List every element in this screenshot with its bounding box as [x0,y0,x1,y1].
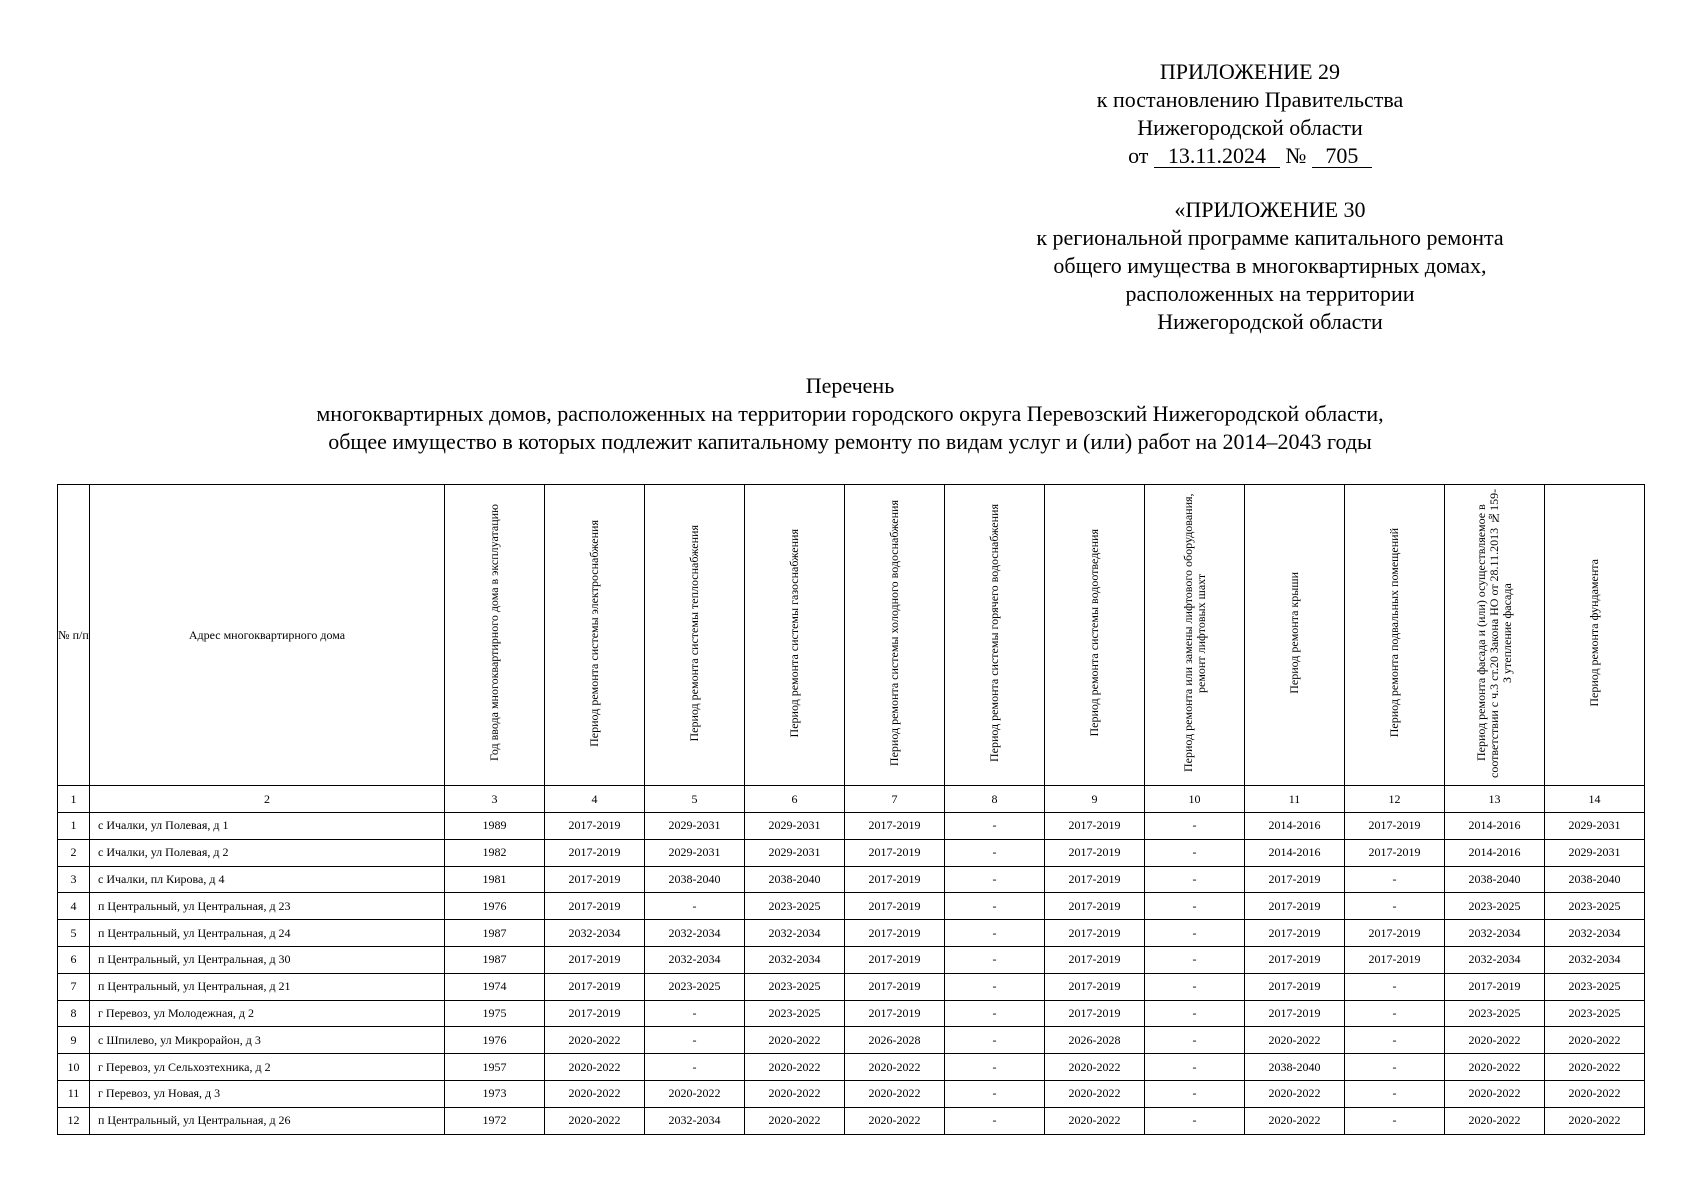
appendix-30-title: «ПРИЛОЖЕНИЕ 30 [1174,197,1366,222]
column-header-label: Год ввода многоквартирного дома в эксплуатацию [487,504,501,762]
period-cell: 2038-2040 [645,866,745,893]
period-cell: 2020-2022 [545,1107,645,1134]
period-cell: - [1345,1080,1445,1107]
period-cell: 1973 [445,1080,545,1107]
appendix-30-line2: общего имущества в многоквартирных домах, [1053,253,1487,278]
row-number-cell: 3 [58,866,90,893]
period-cell: - [945,813,1045,840]
address-cell: с Ичалки, ул Полевая, д 2 [90,839,445,866]
column-header-label: Период ремонта крыши [1287,572,1301,694]
period-cell: - [1145,1000,1245,1027]
period-cell: 2032-2034 [1445,946,1545,973]
address-cell: п Центральный, ул Центральная, д 26 [90,1107,445,1134]
column-number: 1 [58,786,90,813]
column-number: 14 [1545,786,1645,813]
period-cell: - [945,1054,1045,1081]
table-row [58,1054,1645,1081]
period-cell: 2032-2034 [745,946,845,973]
row-number-cell: 4 [58,893,90,920]
period-cell: 2017-2019 [1245,946,1345,973]
column-header-6 [745,485,845,786]
period-cell: 2023-2025 [1545,1000,1645,1027]
appendix-30-line3: расположенных на территории [1125,281,1415,306]
period-cell: 2017-2019 [545,813,645,840]
period-cell: - [945,973,1045,1000]
period-cell: 2014-2016 [1445,839,1545,866]
period-cell: 2017-2019 [545,893,645,920]
period-cell: 2032-2034 [645,946,745,973]
table-row [58,893,1645,920]
period-cell: 2023-2025 [1545,893,1645,920]
period-cell: 2026-2028 [845,1027,945,1054]
period-cell: - [945,893,1045,920]
period-cell: - [945,1000,1045,1027]
period-cell: 2026-2028 [1045,1027,1145,1054]
period-cell: - [1145,920,1245,947]
resolution-number: 705 [1312,145,1372,168]
column-number: 6 [745,786,845,813]
column-number: 13 [1445,786,1545,813]
period-cell: 2020-2022 [1245,1027,1345,1054]
period-cell: 2020-2022 [845,1054,945,1081]
column-number: 7 [845,786,945,813]
period-cell: 1957 [445,1054,545,1081]
period-cell: 2020-2022 [845,1107,945,1134]
appendix-29-line2: Нижегородской области [1137,115,1363,140]
column-header-8 [945,485,1045,786]
address-cell: п Центральный, ул Центральная, д 24 [90,920,445,947]
period-cell: 2017-2019 [545,839,645,866]
period-cell: 1975 [445,1000,545,1027]
period-cell: 2023-2025 [645,973,745,1000]
column-number: 2 [90,786,445,813]
column-header-label: Период ремонта системы холодного водоснабжения [887,499,901,767]
appendix-29-line1: к постановлению Правительства [1096,87,1404,112]
address-cell: г Перевоз, ул Молодежная, д 2 [90,1000,445,1027]
period-cell: 2020-2022 [1045,1080,1145,1107]
column-header-label: Период ремонта системы газоснабжения [787,528,801,738]
period-cell: 2020-2022 [545,1027,645,1054]
address-cell: с Ичалки, ул Полевая, д 1 [90,813,445,840]
period-cell: 2020-2022 [1445,1080,1545,1107]
column-header-label: Период ремонта системы горячего водоснабжения [987,503,1001,762]
column-header-3 [445,485,545,786]
list-title-line2: общее имущество в которых подлежит капитальному ремонту по видам услуг и (или) работ на 2014–2043 годы [328,429,1372,454]
period-cell: 2020-2022 [1545,1054,1645,1081]
period-cell: - [645,1027,745,1054]
appendix-30-line4: Нижегородской области [1157,309,1383,334]
address-cell: г Перевоз, ул Сельхозтехника, д 2 [90,1054,445,1081]
period-cell: 2017-2019 [545,1000,645,1027]
appendix-29-title: ПРИЛОЖЕНИЕ 29 [1159,59,1341,84]
appendix-30-block [1000,196,1540,336]
period-cell: 2017-2019 [1245,893,1345,920]
period-cell: 2017-2019 [545,946,645,973]
period-cell: 2020-2022 [1545,1027,1645,1054]
column-header-5 [645,485,745,786]
period-cell: 2023-2025 [1445,893,1545,920]
period-cell: 1976 [445,893,545,920]
period-cell: 2017-2019 [1245,866,1345,893]
period-cell: 2014-2016 [1245,839,1345,866]
column-number: 8 [945,786,1045,813]
column-header-1 [58,485,90,786]
period-cell: 2017-2019 [1345,839,1445,866]
period-cell: - [945,1080,1045,1107]
period-cell: 2020-2022 [1545,1107,1645,1134]
period-cell: 2020-2022 [1245,1080,1345,1107]
period-cell: - [1345,1107,1445,1134]
table-row [58,1080,1645,1107]
column-header-label: Период ремонта системы водоотведения [1087,529,1101,737]
period-cell: 2017-2019 [1345,813,1445,840]
table-body [58,786,1645,1135]
period-cell: 2032-2034 [645,1107,745,1134]
period-cell: - [945,946,1045,973]
period-cell: 2020-2022 [1445,1027,1545,1054]
period-cell: 2017-2019 [1045,813,1145,840]
table-row [58,1027,1645,1054]
appendix-30-line1: к региональной программе капитального ремонта [1036,225,1504,250]
period-cell: 1989 [445,813,545,840]
period-cell: 2020-2022 [845,1080,945,1107]
period-cell: 2017-2019 [1445,973,1545,1000]
period-cell: - [1145,866,1245,893]
address-cell: с Ичалки, пл Кирова, д 4 [90,866,445,893]
period-cell: 1987 [445,946,545,973]
period-cell: 2017-2019 [1045,920,1145,947]
address-cell: п Центральный, ул Центральная, д 21 [90,973,445,1000]
table-row [58,813,1645,840]
period-cell: 2017-2019 [845,866,945,893]
date-prefix: от [1128,143,1149,168]
period-cell: 2020-2022 [1445,1054,1545,1081]
period-cell: - [1345,1054,1445,1081]
period-cell: - [1145,946,1245,973]
table-row [58,839,1645,866]
column-header-11 [1245,485,1345,786]
period-cell: - [1145,839,1245,866]
period-cell: 2017-2019 [545,973,645,1000]
column-header-label: Период ремонта или замены лифтового оборудования, ремонт лифтовых шахт [1180,493,1208,773]
resolution-date: 13.11.2024 [1154,145,1280,168]
period-cell: 2020-2022 [1045,1054,1145,1081]
column-header-13 [1445,485,1545,786]
period-cell: 2029-2031 [1545,813,1645,840]
period-cell: - [1345,893,1445,920]
column-header-label: Период ремонта системы электроснабжения [587,519,601,747]
table-row [58,1000,1645,1027]
period-cell: 2017-2019 [545,866,645,893]
period-cell: 2032-2034 [1545,946,1645,973]
period-cell: 1976 [445,1027,545,1054]
column-header-14 [1545,485,1645,786]
appendix-29-block [1060,58,1440,170]
table-row [58,946,1645,973]
period-cell: 2029-2031 [1545,839,1645,866]
period-cell: - [945,866,1045,893]
column-header-9 [1045,485,1145,786]
period-cell: - [945,839,1045,866]
period-cell: 2023-2025 [745,893,845,920]
column-header-4 [545,485,645,786]
row-number-cell: 6 [58,946,90,973]
period-cell: - [645,893,745,920]
row-number-cell: 5 [58,920,90,947]
period-cell: 2023-2025 [745,973,845,1000]
table-row [58,866,1645,893]
period-cell: 2017-2019 [1045,866,1145,893]
period-cell: - [1145,973,1245,1000]
period-cell: 1974 [445,973,545,1000]
row-number-cell: 2 [58,839,90,866]
period-cell: 1981 [445,866,545,893]
column-number: 3 [445,786,545,813]
period-cell: 2017-2019 [1045,839,1145,866]
address-cell: п Центральный, ул Центральная, д 23 [90,893,445,920]
period-cell: 2017-2019 [1345,920,1445,947]
period-cell: - [645,1000,745,1027]
period-cell: 2032-2034 [645,920,745,947]
period-cell: 1972 [445,1107,545,1134]
column-number: 12 [1345,786,1445,813]
column-number: 9 [1045,786,1145,813]
list-heading: Перечень [805,373,895,398]
list-title-block [230,372,1470,456]
appendix-29-date-line [1060,142,1440,170]
period-cell: 2023-2025 [745,1000,845,1027]
address-cell: п Центральный, ул Центральная, д 30 [90,946,445,973]
row-number-cell: 11 [58,1080,90,1107]
row-number-cell: 8 [58,1000,90,1027]
period-cell: - [1145,1027,1245,1054]
period-cell: 2029-2031 [645,839,745,866]
period-cell: 2017-2019 [1245,1000,1345,1027]
period-cell: 2020-2022 [745,1027,845,1054]
column-header-label: Период ремонта подвальных помещений [1387,528,1401,738]
period-cell: - [1345,866,1445,893]
column-header-2 [90,485,445,786]
period-cell: 2032-2034 [1445,920,1545,947]
column-header-label: Период ремонта фасада и (или) осуществляемое в соответствии с ч.3 ст.20 Закона НО от 28.11.2013 №159-З утепление фасада [1474,488,1514,778]
period-cell: 2023-2025 [1545,973,1645,1000]
period-cell: 2017-2019 [845,893,945,920]
period-cell: - [1145,1080,1245,1107]
column-number: 5 [645,786,745,813]
period-cell: 2020-2022 [745,1080,845,1107]
row-number-cell: 1 [58,813,90,840]
column-header-7 [845,485,945,786]
column-number: 11 [1245,786,1345,813]
period-cell: 2020-2022 [1245,1107,1345,1134]
period-cell: 2020-2022 [1045,1107,1145,1134]
period-cell: 2017-2019 [1045,973,1145,1000]
period-cell: 2017-2019 [1245,973,1345,1000]
address-cell: г Перевоз, ул Новая, д 3 [90,1080,445,1107]
table-row [58,1107,1645,1134]
period-cell: 2017-2019 [1245,920,1345,947]
period-cell: 2023-2025 [1445,1000,1545,1027]
column-number: 10 [1145,786,1245,813]
period-cell: 2032-2034 [545,920,645,947]
period-cell: 1987 [445,920,545,947]
period-cell: 2014-2016 [1445,813,1545,840]
period-cell: 2017-2019 [845,920,945,947]
period-cell: 2038-2040 [1245,1054,1345,1081]
column-number: 4 [545,786,645,813]
period-cell: - [1345,973,1445,1000]
table-row [58,920,1645,947]
period-cell: - [1345,1027,1445,1054]
list-title-line1: многоквартирных домов, расположенных на территории городского округа Перевозский Нижегородской области, [316,401,1384,426]
period-cell: 2029-2031 [745,839,845,866]
period-cell: 2038-2040 [1445,866,1545,893]
period-cell: 2038-2040 [1545,866,1645,893]
period-cell: 2020-2022 [745,1054,845,1081]
period-cell: 2017-2019 [845,813,945,840]
period-cell: 2014-2016 [1245,813,1345,840]
column-header-12 [1345,485,1445,786]
column-header-10 [1145,485,1245,786]
period-cell: 2017-2019 [1045,946,1145,973]
row-number-cell: 7 [58,973,90,1000]
period-cell: 2020-2022 [545,1080,645,1107]
period-cell: 2032-2034 [745,920,845,947]
period-cell: - [1145,893,1245,920]
period-cell: - [1145,1107,1245,1134]
period-cell: - [945,920,1045,947]
period-cell: - [645,1054,745,1081]
number-sign: № [1285,143,1307,168]
column-header-label: № п/п [58,627,89,642]
row-number-cell: 9 [58,1027,90,1054]
address-cell: с Шпилево, ул Микрорайон, д 3 [90,1027,445,1054]
period-cell: 2020-2022 [745,1107,845,1134]
period-cell: - [945,1107,1045,1134]
period-cell: 2017-2019 [1345,946,1445,973]
period-cell: 2038-2040 [745,866,845,893]
period-cell: - [1345,1000,1445,1027]
column-numbers-row [58,786,1645,813]
period-cell: 2017-2019 [845,973,945,1000]
period-cell: 2029-2031 [645,813,745,840]
row-number-cell: 12 [58,1107,90,1134]
period-cell: 2020-2022 [645,1080,745,1107]
period-cell: 2017-2019 [845,1000,945,1027]
period-cell: 2017-2019 [1045,1000,1145,1027]
period-cell: - [1145,813,1245,840]
period-cell: 2017-2019 [1045,893,1145,920]
period-cell: 2020-2022 [1445,1107,1545,1134]
table-row [58,973,1645,1000]
period-cell: 2017-2019 [845,839,945,866]
period-cell: 2029-2031 [745,813,845,840]
table-header-row [58,485,1645,786]
period-cell: 2020-2022 [1545,1080,1645,1107]
column-header-label: Адрес многоквартирного дома [188,627,346,642]
row-number-cell: 10 [58,1054,90,1081]
period-cell: 1982 [445,839,545,866]
period-cell: - [1145,1054,1245,1081]
period-cell: 2017-2019 [845,946,945,973]
period-cell: 2020-2022 [545,1054,645,1081]
period-cell: 2032-2034 [1545,920,1645,947]
column-header-label: Период ремонта фундамента [1587,559,1601,707]
houses-repair-table [57,484,1645,1135]
period-cell: - [945,1027,1045,1054]
column-header-label: Период ремонта системы теплоснабжения [687,524,701,742]
